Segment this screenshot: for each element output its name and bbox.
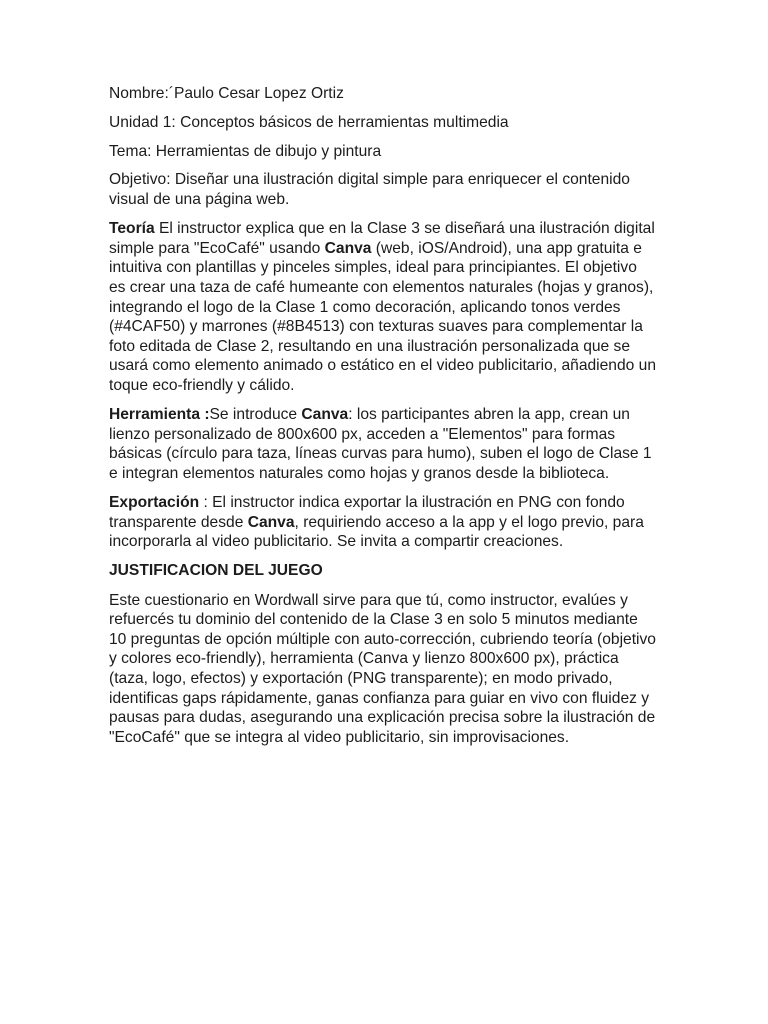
objective-paragraph: Objetivo: Diseñar una ilustración digital simple para enriquecer el contenido visual de una página web.: [109, 171, 630, 208]
export-text-1: : El instructor indica exportar la ilustración en PNG con fondo transparente desde: [109, 494, 625, 531]
export-paragraph: [109, 493, 657, 552]
justification-heading: JUSTIFICACION DEL JUEGO: [109, 562, 323, 580]
student-name: Nombre:´Paulo Cesar Lopez Ortiz: [109, 85, 344, 102]
tool-label: Herramienta :: [109, 406, 210, 424]
theory-text-1: El instructor explica que en la Clase 3 se diseñará una ilustración digital simple para "EcoCafé" usando: [109, 220, 655, 257]
topic-title: Tema: Herramientas de dibujo y pintura: [109, 142, 382, 160]
export-canva: Canva: [247, 513, 295, 531]
theory-label: Teoría: [109, 220, 155, 238]
export-text-2: , requiriendo acceso a la app y el logo previo, para incorporarla al video publicitario. Se invita a compartir creaciones.: [109, 513, 644, 551]
document-page: [109, 84, 657, 757]
tool-canva: Canva: [301, 406, 349, 424]
tool-text-2: : los participantes abren la app, crean un lienzo personalizado de 800x600 px, acceden a "Elementos" para formas básicas (círculo para taza, líneas curvas para humo), suben el logo de Clase 1 e integran elementos naturales como hojas y granos desde la biblioteca.: [109, 406, 652, 482]
export-label: Exportación: [109, 494, 200, 512]
tool-text-1: Se introduce: [209, 406, 302, 424]
justification-paragraph: Este cuestionario en Wordwall sirve para que tú, como instructor, evalúes y refuercés tu dominio del contenido de la Clase 3 en solo 5 minutos mediante 10 preguntas de opción múltiple con auto-corrección, cubriendo teoría (objetivo y colores eco-friendly), herramienta (Canva y lienzo 800x600 px), práctica (taza, logo, efectos) y exportación (PNG transparente); en modo privado, identificas gaps rápidamente, ganas confianza para guiar en vivo con fluidez y pausas para dudas, asegurando una explicación precisa sobre la ilustración de "EcoCafé" que se integra al video publicitario, sin improvisaciones.: [109, 591, 656, 746]
theory-text-2: (web, iOS/Android), una app gratuita e intuitiva con plantillas y pinceles simples, ideal para principiantes. El objetivo es crear una taza de café humeante con elementos naturales (hojas y granos), integrando el logo de la Clase 1 como decoración, aplicando tonos verdes (#4CAF50) y marrones (#8B4513) con texturas suaves para complementar la foto editada de Clase 2, resultando en una ilustración personalizada que se usará como elemento animado o estático en el video publicitario, añadiendo un toque eco-friendly y cálido.: [109, 239, 656, 394]
unit-title: Unidad 1: Conceptos básicos de herramientas multimedia: [109, 113, 509, 131]
theory-paragraph: [109, 219, 657, 395]
theory-canva: Canva: [324, 239, 372, 257]
tool-paragraph: [109, 405, 657, 483]
